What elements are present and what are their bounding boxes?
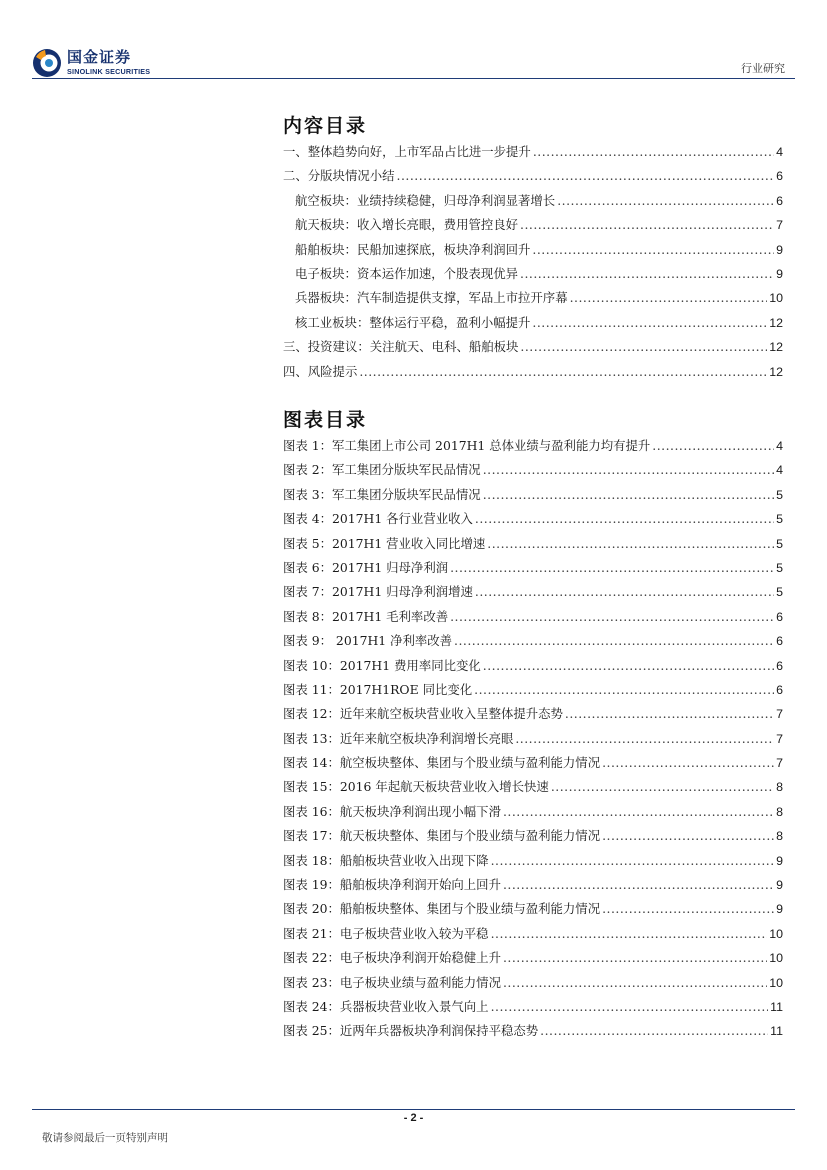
toc-entry-title: 图表 19：船舶板块净利润开始向上回升 (283, 877, 501, 893)
toc-entry-page: 4 (776, 439, 783, 453)
toc-entry-title: 图表 11：2017H1ROE 同比变化 (283, 681, 473, 697)
toc-entry-title: 图表 22：电子板块净利润开始稳健上升 (283, 950, 501, 966)
toc-entry-page: 5 (776, 585, 783, 600)
dot-leader (533, 144, 774, 159)
toc-entry[interactable] (283, 729, 783, 753)
dot-leader (475, 584, 774, 599)
toc-entry[interactable] (283, 582, 783, 606)
toc-entry[interactable] (283, 534, 783, 558)
toc-entry-page: 5 (776, 536, 783, 551)
toc-entry[interactable] (283, 264, 783, 288)
toc-entry[interactable] (283, 997, 783, 1021)
toc-entry-page: 4 (776, 463, 783, 478)
toc-entry-title: 二、分版块情况小结 (283, 168, 395, 184)
dot-leader (551, 779, 774, 794)
dot-leader (540, 1023, 768, 1038)
toc-entry-page: 10 (769, 926, 783, 941)
toc-entry-page: 10 (769, 975, 783, 990)
toc-entry[interactable] (283, 313, 783, 337)
toc-entry-page: 8 (776, 780, 783, 795)
toc-entry-title: 图表 1：军工集团上市公司 2017H1 总体业绩与盈利能力均有提升 (283, 438, 651, 453)
dot-leader (491, 853, 775, 868)
toc-entry-page: 5 (776, 560, 783, 575)
toc-entry-title: 图表 13：近年来航空板块净利润增长亮眼 (283, 730, 514, 746)
dot-leader (520, 266, 774, 281)
toc-entry-page: 8 (776, 804, 783, 819)
dot-leader (652, 438, 774, 453)
toc-entry-page: 6 (776, 609, 783, 624)
dot-leader (397, 168, 775, 183)
toc-entry-page: 12 (769, 364, 783, 379)
toc-entry-page: 7 (776, 756, 783, 771)
dot-leader (454, 633, 774, 648)
toc-entry-page: 5 (776, 487, 783, 502)
toc-entry[interactable] (283, 460, 783, 484)
toc-entry-title: 兵器板块：汽车制造提供支撑，军品上市拉开序幕 (295, 290, 568, 306)
logo-mark-icon (32, 48, 62, 78)
toc-entry[interactable] (283, 680, 783, 704)
dot-leader (359, 364, 767, 379)
toc-entry-page: 9 (776, 853, 783, 868)
toc-entry-title: 图表 8：2017H1 毛利率改善 (283, 608, 449, 624)
toc-entry[interactable] (283, 826, 783, 850)
toc-entry-title: 图表 12：近年来航空板块营业收入呈整体提升态势 (283, 706, 563, 722)
toc-entry-title: 图表 20：船舶板块整体、集团与个股业绩与盈利能力情况 (283, 901, 601, 917)
toc-entry-title: 图表 5：2017H1 营业收入同比增速 (283, 535, 486, 551)
dot-leader (491, 926, 768, 941)
toc-entry-page: 5 (776, 512, 783, 527)
toc-entry-title: 图表 16：航天板块净利润出现小幅下滑 (283, 803, 501, 819)
header-divider (32, 78, 795, 79)
dot-leader (565, 706, 774, 721)
dot-leader (602, 901, 774, 916)
dot-leader (474, 682, 774, 697)
toc-entry[interactable] (283, 509, 783, 533)
dot-leader (570, 290, 768, 305)
toc-entry-title: 图表 3：军工集团分版块军民品情况 (283, 486, 481, 502)
toc-entry[interactable] (283, 436, 783, 460)
toc-entry[interactable] (283, 875, 783, 899)
toc-entry[interactable] (283, 362, 783, 386)
toc-entry[interactable] (283, 215, 783, 239)
toc-entry-title: 船舶板块：民船加速探底，板块净利润回升 (295, 241, 531, 257)
toc-entry-page: 11 (770, 999, 783, 1014)
toc-entry-title: 核工业板块：整体运行平稳，盈利小幅提升 (295, 314, 531, 330)
toc-entry-title: 图表 2：军工集团分版块军民品情况 (283, 462, 481, 478)
toc-entry[interactable] (283, 166, 783, 190)
dot-leader (450, 560, 774, 575)
toc-entry-title: 电子板块：资本运作加速，个股表现优异 (295, 265, 519, 281)
toc-entry[interactable] (283, 948, 783, 972)
toc-entry-title: 图表 23：电子板块业绩与盈利能力情况 (283, 974, 501, 990)
toc-entry-page: 7 (776, 731, 783, 746)
toc-entry[interactable] (283, 777, 783, 801)
page-number: - 2 - (403, 1112, 424, 1124)
contents-list (283, 142, 783, 386)
toc-entry-title: 一、整体趋势向好，上市军品占比进一步提升 (283, 144, 531, 159)
logo-chinese-text: 国金证券 (67, 48, 132, 67)
dot-leader (503, 950, 767, 965)
toc-entry-page: 9 (776, 902, 783, 917)
dot-leader (520, 217, 774, 232)
dot-leader (532, 315, 767, 330)
toc-entry-page: 11 (770, 1024, 783, 1039)
dot-leader (602, 755, 774, 770)
toc-entry[interactable] (283, 337, 783, 361)
toc-entry-page: 12 (769, 315, 783, 330)
toc-entry-page: 9 (776, 242, 783, 257)
toc-entry[interactable] (283, 899, 783, 923)
toc-entry-title: 图表 17：航天板块整体、集团与个股业绩与盈利能力情况 (283, 828, 601, 844)
dot-leader (557, 193, 774, 208)
dot-leader (503, 975, 767, 990)
toc-entry-title: 图表 25：近两年兵器板块净利润保持平稳态势 (283, 1023, 539, 1039)
dot-leader (532, 242, 774, 257)
dot-leader (475, 511, 774, 526)
toc-entry-title: 图表 4：2017H1 各行业营业收入 (283, 511, 473, 527)
toc-entry[interactable] (283, 558, 783, 582)
dot-leader (491, 999, 769, 1014)
toc-entry-page: 6 (776, 169, 783, 184)
footer-divider (32, 1109, 795, 1110)
toc-entry-page: 7 (776, 218, 783, 233)
toc-entry-title: 图表 9： 2017H1 净利率改善 (283, 633, 453, 649)
toc-entry-page: 4 (776, 145, 783, 159)
figures-list (283, 436, 783, 1046)
toc-entry-page: 6 (776, 193, 783, 208)
toc-entry-title: 航天板块：收入增长亮眼，费用管控良好 (295, 217, 519, 233)
toc-entry-title: 图表 15：2016 年起航天板块营业收入增长快速 (283, 779, 549, 795)
dot-leader (520, 339, 767, 354)
dot-leader (515, 731, 774, 746)
toc-entry[interactable] (283, 485, 783, 509)
dot-leader (483, 658, 774, 673)
toc-entry-page: 7 (776, 707, 783, 722)
toc-entry[interactable] (283, 802, 783, 826)
toc-entry-title: 四、风险提示 (283, 363, 358, 379)
figures-title: 图表目录 (283, 409, 368, 431)
toc-entry-title: 航空板块：业绩持续稳健，归母净利润显著增长 (295, 192, 556, 208)
toc-entry[interactable] (283, 631, 783, 655)
dot-leader (483, 462, 774, 477)
toc-entry-page: 9 (776, 878, 783, 893)
toc-entry-title: 图表 18：船舶板块营业收入出现下降 (283, 852, 489, 868)
toc-entry[interactable] (283, 240, 783, 264)
toc-entry[interactable] (283, 973, 783, 997)
toc-entry-title: 图表 24：兵器板块营业收入景气向上 (283, 998, 489, 1014)
toc-entry[interactable] (283, 704, 783, 728)
toc-entry-page: 9 (776, 266, 783, 281)
dot-leader (487, 536, 774, 551)
toc-entry-page: 10 (769, 951, 783, 966)
toc-entry-title: 图表 6：2017H1 归母净利润 (283, 559, 449, 575)
toc-entry-page: 6 (776, 658, 783, 673)
toc-entry-page: 12 (769, 340, 783, 355)
dot-leader (450, 609, 774, 624)
report-category: 行业研究 (741, 62, 785, 75)
dot-leader (503, 877, 774, 892)
toc-entry[interactable] (283, 142, 783, 166)
toc-entry[interactable] (283, 191, 783, 215)
toc-entry-page: 10 (769, 291, 783, 306)
dot-leader (483, 487, 774, 502)
toc-entry[interactable] (283, 607, 783, 631)
logo-english-text: SINOLINK SECURITIES (67, 67, 151, 77)
toc-entry-title: 图表 7：2017H1 归母净利润增速 (283, 584, 473, 600)
dot-leader (602, 828, 774, 843)
dot-leader (503, 804, 774, 819)
toc-entry-title: 图表 21：电子板块营业收入较为平稳 (283, 925, 489, 941)
toc-entry[interactable] (283, 656, 783, 680)
toc-entry[interactable] (283, 753, 783, 777)
toc-entry-page: 6 (776, 634, 783, 649)
company-logo (32, 46, 150, 80)
toc-entry[interactable] (283, 1021, 783, 1045)
disclaimer-note: 敬请参阅最后一页特别声明 (42, 1132, 168, 1144)
toc-entry[interactable] (283, 851, 783, 875)
toc-entry-title: 图表 10：2017H1 费用率同比变化 (283, 657, 481, 673)
toc-entry-page: 6 (776, 682, 783, 697)
contents-title: 内容目录 (283, 115, 368, 137)
toc-entry-title: 图表 14：航空板块整体、集团与个股业绩与盈利能力情况 (283, 755, 601, 771)
toc-entry-title: 三、投资建议：关注航天、电科、船舶板块 (283, 339, 519, 355)
toc-entry[interactable] (283, 288, 783, 312)
toc-entry[interactable] (283, 924, 783, 948)
toc-entry-page: 8 (776, 829, 783, 844)
